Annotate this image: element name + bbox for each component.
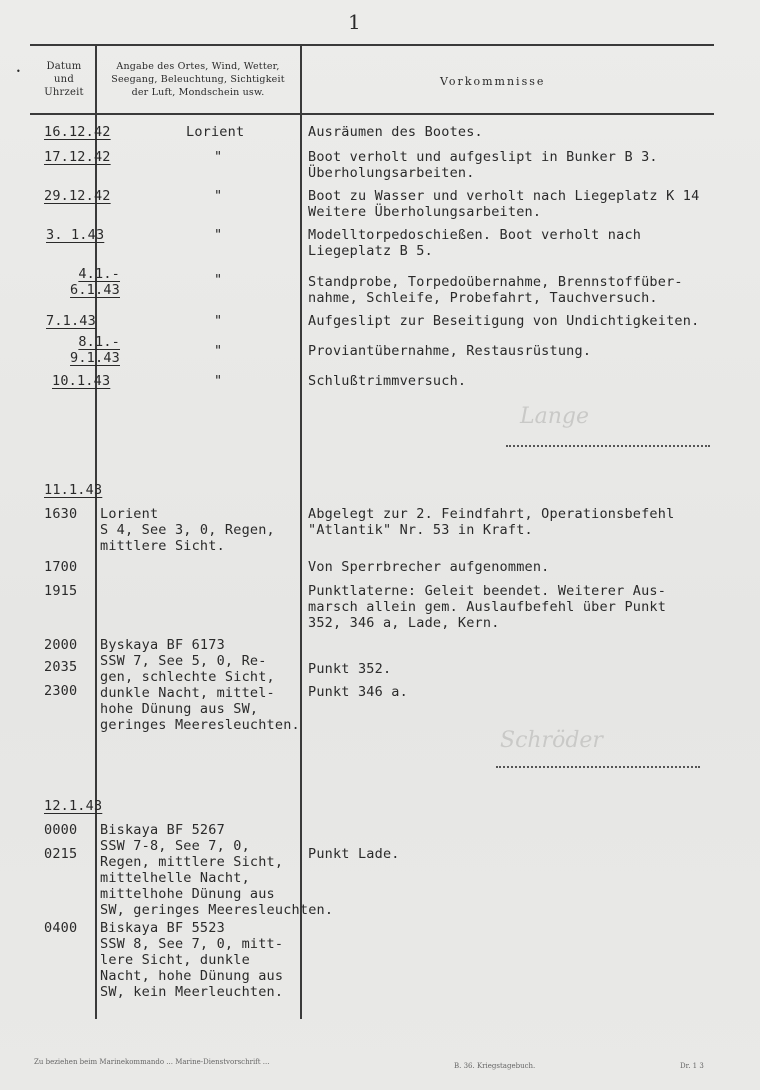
margin-bullet: •	[16, 67, 21, 76]
entry-place: "	[214, 227, 223, 243]
footer-printer-note: Zu beziehen beim Marinekommando ... Marine-Dienstvorschrift ...	[34, 1058, 270, 1066]
row-place-weather: SSW 7, See 5, 0, Re- gen, schlechte Sicht,	[100, 653, 275, 685]
row-place-weather: SSW 7-8, See 7, 0, Regen, mittlere Sicht, mittelhelle Nacht, mittelhohe Dünung aus SW, geringes Meeresleuchten.	[100, 838, 334, 918]
entry-date: 8.1.- 9.1.43	[70, 334, 120, 366]
entry-place: "	[214, 188, 223, 204]
row-text: Punkt 346 a.	[308, 684, 408, 700]
row-time: 0400	[44, 920, 78, 936]
entry-text: Schlußtrimmversuch.	[308, 373, 467, 389]
row-time: 1915	[44, 583, 78, 599]
entry-text: Modelltorpedoschießen. Boot verholt nach Liegeplatz B 5.	[308, 227, 642, 259]
entry-text: Standprobe, Torpedoübernahme, Brennstoffüber- nahme, Schleife, Probefahrt, Tauchversuch.	[308, 274, 683, 306]
row-place-weather: Biskaya BF 5523 SSW 8, See 7, 0, mitt- lere Sicht, dunkle Nacht, hohe Dünung aus SW, kein Meerleuchten.	[100, 920, 284, 1000]
entry-date: 29.12.42	[44, 188, 111, 204]
entry-date: 10.1.43	[52, 373, 111, 389]
row-time: 1700	[44, 559, 78, 575]
row-time: 0000	[44, 822, 78, 838]
row-time: 2000	[44, 637, 78, 653]
row-place-weather: Biskaya BF 5267	[100, 822, 225, 838]
row-text: Abgelegt zur 2. Feindfahrt, Operationsbefehl "Atlantik" Nr. 53 in Kraft.	[308, 506, 675, 538]
footer-form-number: Dr. 1 3	[680, 1062, 704, 1070]
day-date: 11.1.43	[44, 482, 103, 498]
entry-text: Ausräumen des Bootes.	[308, 124, 483, 140]
row-text: Punktlaterne: Geleit beendet. Weiterer Aus- marsch allein gem. Auslaufbefehl über Punkt 352, 346 a, Lade, Kern.	[308, 583, 667, 631]
row-place-weather: Lorient S 4, See 3, 0, Regen, mittlere Sicht.	[100, 506, 275, 554]
row-time: 2300	[44, 683, 78, 699]
entry-text: Boot verholt und aufgeslipt in Bunker B 3. Überholungsarbeiten.	[308, 149, 658, 181]
header-place-weather: Angabe des Ortes, Wind, Wetter, Seegang, Beleuchtung, Sichtigkeit der Luft, Mondschein usw.	[111, 61, 285, 98]
row-text: Punkt 352.	[308, 661, 392, 677]
signature-faint: Schröder	[500, 728, 603, 753]
header-date-time: Datum und Uhrzeit	[44, 61, 84, 98]
page-number: 1	[348, 10, 361, 34]
entry-text: Boot zu Wasser und verholt nach Liegeplatz K 14 Weitere Überholungsarbeiten.	[308, 188, 700, 220]
signature-faint: Lange	[520, 404, 589, 429]
entry-place: "	[214, 272, 223, 288]
row-text: Von Sperrbrecher aufgenommen.	[308, 559, 550, 575]
header-top-rule	[30, 44, 714, 46]
entry-text: Proviantübernahme, Restausrüstung.	[308, 343, 592, 359]
row-place-weather: Byskaya BF 6173	[100, 637, 225, 653]
entry-date: 3. 1.43	[46, 227, 105, 243]
footer-form-name: B. 36. Kriegstagebuch.	[454, 1062, 536, 1070]
dotted-separator	[506, 445, 710, 447]
entry-place: Lorient	[186, 124, 245, 140]
entry-date: 17.12.42	[44, 149, 111, 165]
day-date: 12.1.43	[44, 798, 103, 814]
entry-place: "	[214, 149, 223, 165]
entry-place: "	[214, 343, 223, 359]
header-bottom-rule	[30, 113, 714, 115]
header-occurrences: Vorkommnisse	[440, 75, 546, 88]
entry-date: 16.12.42	[44, 124, 111, 140]
entry-date: 7.1.43	[46, 313, 96, 329]
dotted-separator	[496, 766, 700, 768]
row-time: 2035	[44, 659, 78, 675]
row-text: Punkt Lade.	[308, 846, 400, 862]
entry-date: 4.1.- 6.1.43	[70, 266, 120, 298]
row-time: 1630	[44, 506, 78, 522]
entry-text: Aufgeslipt zur Beseitigung von Undichtigkeiten.	[308, 313, 700, 329]
entry-place: "	[214, 373, 223, 389]
row-time: 0215	[44, 846, 78, 862]
row-place-weather: dunkle Nacht, mittel- hohe Dünung aus SW, geringes Meeresleuchten.	[100, 685, 300, 733]
entry-place: "	[214, 313, 223, 329]
